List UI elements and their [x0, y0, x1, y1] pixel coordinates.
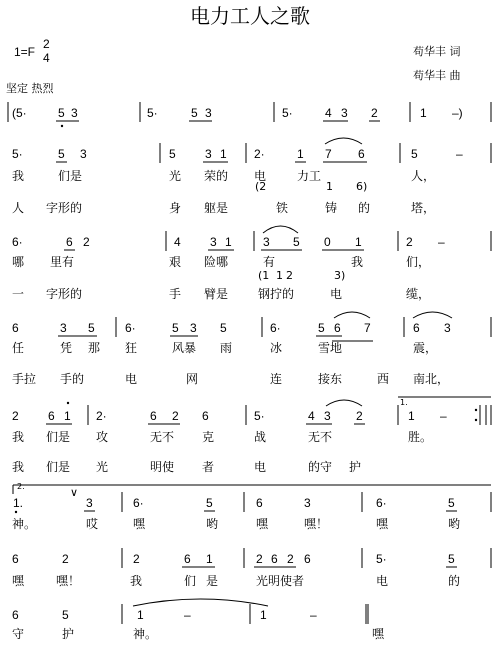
- note: 4: [308, 409, 315, 423]
- lyric: 明使: [150, 460, 175, 474]
- lower-dot: [61, 125, 63, 127]
- time-bottom: 4: [43, 51, 50, 65]
- lyric: 塔，: [411, 201, 436, 215]
- lyric: 嘿: [376, 517, 389, 531]
- lyric: 字形的: [46, 201, 83, 215]
- lyric: 嘿！: [56, 574, 81, 588]
- note: 6: [48, 409, 55, 423]
- composer-credit: 苟华丰 曲: [413, 69, 461, 82]
- note: 2: [371, 106, 378, 120]
- slur: [334, 312, 370, 318]
- note: 5: [88, 321, 95, 335]
- lyric: 嘿: [12, 574, 25, 588]
- note: 1: [206, 552, 213, 566]
- lyric: 身: [169, 201, 182, 215]
- note: 1: [220, 147, 227, 161]
- note: 6: [304, 552, 311, 566]
- lyric: 们是: [58, 169, 83, 183]
- lyric: 的: [448, 574, 461, 588]
- note: 2: [406, 235, 413, 249]
- note: –: [310, 608, 317, 622]
- note: 3: [86, 496, 93, 510]
- lyric: 电: [125, 372, 138, 386]
- note: 2: [287, 552, 294, 566]
- note: 1: [64, 409, 71, 423]
- lyric: 电: [254, 460, 267, 474]
- lyric: 哟: [448, 517, 461, 531]
- lyric: 南北，: [413, 372, 450, 386]
- lyric: 力工: [297, 169, 322, 183]
- alt-note: 3): [334, 269, 346, 282]
- lyric: 那: [88, 341, 101, 355]
- note: 2·: [96, 409, 107, 423]
- note: 6: [12, 608, 19, 622]
- note: 6·: [376, 496, 387, 510]
- lyric: 无不: [308, 430, 333, 444]
- note: 5: [318, 321, 325, 335]
- alt-note: 6): [356, 180, 368, 193]
- volta-2-label: 2.: [17, 482, 25, 491]
- lyric: 人: [12, 201, 25, 215]
- lyric: 连: [270, 372, 283, 386]
- lyric: 神。: [133, 627, 158, 641]
- lyric: 嘿: [256, 517, 269, 531]
- note: 5: [220, 321, 227, 335]
- note: 6·: [125, 321, 136, 335]
- note: 1: [408, 409, 415, 423]
- note: 5: [206, 496, 213, 510]
- note: 5·: [254, 409, 265, 423]
- note: 1: [260, 608, 267, 622]
- lyric: 电: [376, 574, 389, 588]
- key-signature: 1=F: [14, 45, 36, 59]
- lyric: 有: [263, 255, 276, 269]
- note: 1: [355, 235, 362, 249]
- lyric: 的守: [308, 460, 333, 474]
- note: 1: [420, 106, 427, 120]
- note: 0: [324, 235, 331, 249]
- lyric: 嘿: [133, 517, 146, 531]
- volta-1-label: 1.: [400, 398, 408, 407]
- lyric: 震，: [413, 341, 438, 355]
- lyric: 胜。: [408, 430, 433, 444]
- lyric: 我: [351, 255, 364, 269]
- lyric: 凭: [60, 341, 73, 355]
- note: 2·: [254, 147, 265, 161]
- note: 5: [448, 552, 455, 566]
- note: 2: [133, 552, 140, 566]
- note: 6·: [270, 321, 281, 335]
- tempo-marking: 坚定 热烈: [6, 82, 54, 95]
- note: 2: [256, 552, 263, 566]
- note: 2: [356, 409, 363, 423]
- lyric: 是: [206, 574, 219, 588]
- lyric: 钢拧的: [258, 287, 295, 301]
- lyric: 风暴: [172, 341, 197, 355]
- lyric: 冰: [270, 341, 283, 355]
- note: 3: [80, 147, 87, 161]
- note: 3: [205, 106, 212, 120]
- lyric: 西: [377, 372, 390, 386]
- lyric: 我: [12, 460, 25, 474]
- note: 1.: [13, 496, 24, 510]
- lyric: 艰: [169, 255, 182, 269]
- note: 3: [263, 235, 270, 249]
- note: 3: [205, 147, 212, 161]
- slur: [326, 400, 362, 406]
- note: 7: [325, 147, 332, 161]
- lyric: 光明使者: [256, 574, 305, 588]
- lyric: 人，: [411, 169, 436, 183]
- lyric: 克: [202, 430, 215, 444]
- lyric: 一: [12, 287, 25, 301]
- upper-dot: [67, 402, 69, 404]
- lower-dot: [15, 511, 17, 513]
- lyric: 我: [12, 169, 25, 183]
- lyric: 我: [130, 574, 143, 588]
- note: 5: [448, 496, 455, 510]
- note: 5: [191, 106, 198, 120]
- lyric: 们: [184, 574, 197, 588]
- slur: [133, 599, 268, 606]
- lyric: 光: [96, 460, 109, 474]
- note: 3: [304, 496, 311, 510]
- note: 5: [169, 147, 176, 161]
- lyric: 臂是: [204, 287, 229, 301]
- note: 6: [150, 409, 157, 423]
- lyric: 嘿！: [304, 517, 329, 531]
- slur: [325, 138, 362, 144]
- slur: [263, 226, 298, 233]
- lyric: 手的: [60, 372, 85, 386]
- slur: [413, 312, 452, 318]
- note: 5: [293, 235, 300, 249]
- note: 5: [62, 608, 69, 622]
- note: 2: [83, 235, 90, 249]
- note: 4: [174, 235, 181, 249]
- lyric: 护: [349, 460, 362, 474]
- note: 3: [71, 106, 78, 120]
- note: 3: [60, 321, 67, 335]
- note: 2: [62, 552, 69, 566]
- lyric: 攻: [96, 430, 109, 444]
- note: 5: [411, 147, 418, 161]
- alt-note: 1: [276, 269, 283, 282]
- breath-mark: ∨: [70, 486, 79, 499]
- note: 3: [324, 409, 331, 423]
- note: –: [456, 147, 463, 161]
- lyric: 们是: [46, 430, 71, 444]
- alt-note: 1: [326, 180, 333, 193]
- note: 5·: [147, 106, 158, 120]
- note: 1: [297, 147, 304, 161]
- note: 6: [256, 496, 263, 510]
- note: 5·: [12, 147, 23, 161]
- note: 5·: [282, 106, 293, 120]
- note: 5·: [376, 552, 387, 566]
- note: 3: [444, 321, 451, 335]
- note: 2: [12, 409, 19, 423]
- note: 6: [413, 321, 420, 335]
- lyric: 们，: [406, 255, 431, 269]
- lyric: 哎: [86, 517, 99, 531]
- note: 6·: [12, 235, 23, 249]
- lyric: 狂: [125, 341, 138, 355]
- note: –): [452, 106, 463, 120]
- alt-note: (2: [255, 180, 267, 193]
- alt-note: 2: [286, 269, 293, 282]
- alt-note: (1: [258, 269, 270, 282]
- note: 1: [137, 608, 144, 622]
- note: –: [438, 235, 445, 249]
- lyric: 嘿: [372, 627, 385, 641]
- note: 6·: [133, 496, 144, 510]
- lyric: 任: [12, 341, 25, 355]
- lyric: 缆，: [406, 287, 431, 301]
- note: 6: [358, 147, 365, 161]
- repeat-dot: [475, 409, 477, 411]
- lyric: 电: [330, 287, 343, 301]
- note: –: [184, 608, 191, 622]
- note: 6: [66, 235, 73, 249]
- lyric: 哟: [206, 517, 219, 531]
- note: 3: [341, 106, 348, 120]
- lyric: 守: [12, 627, 25, 641]
- note: –: [440, 409, 447, 423]
- song-title: 电力工人之歌: [190, 4, 310, 28]
- lyric: 护: [62, 627, 75, 641]
- lyricist-credit: 苟华丰 词: [413, 45, 461, 58]
- lyric: 接东: [318, 372, 343, 386]
- lyric: 雪地: [318, 341, 343, 355]
- note: 6: [12, 321, 19, 335]
- time-top: 2: [43, 37, 50, 51]
- note: 6: [12, 552, 19, 566]
- note: 3: [210, 235, 217, 249]
- note: 6: [334, 321, 341, 335]
- lyric: 躯是: [204, 201, 229, 215]
- lyric: 铸: [325, 201, 338, 215]
- lyric: 哪: [12, 255, 25, 269]
- note: 4: [325, 106, 332, 120]
- lyric: 们是: [46, 460, 71, 474]
- lyric: 的: [358, 201, 371, 215]
- note: 1: [225, 235, 232, 249]
- note: 5: [58, 147, 65, 161]
- note: 5: [58, 106, 65, 120]
- lyric: 无不: [150, 430, 175, 444]
- note: 5: [172, 321, 179, 335]
- lyric: 字形的: [46, 287, 83, 301]
- lyric: 网: [186, 372, 199, 386]
- lyric: 神。: [12, 517, 37, 531]
- lyric: 电: [254, 169, 267, 183]
- lyric: 里有: [50, 255, 75, 269]
- lyric: 铁: [276, 201, 289, 215]
- repeat-dot: [475, 419, 477, 421]
- lyric: 光: [169, 169, 182, 183]
- lyric: 险哪: [204, 255, 229, 269]
- lyric: 者: [202, 460, 215, 474]
- note: 6: [202, 409, 209, 423]
- lyric: 我: [12, 430, 25, 444]
- note: 3: [190, 321, 197, 335]
- lyric: 荣的: [204, 169, 229, 183]
- lyric: 手: [169, 287, 182, 301]
- note: 2: [172, 409, 179, 423]
- lyric: 战: [254, 430, 267, 444]
- note: (5·: [12, 106, 27, 120]
- lyric: 雨: [220, 341, 233, 355]
- note: 6: [271, 552, 278, 566]
- lyric: 手拉: [12, 372, 37, 386]
- note: 6: [184, 552, 191, 566]
- note: 7: [364, 321, 371, 335]
